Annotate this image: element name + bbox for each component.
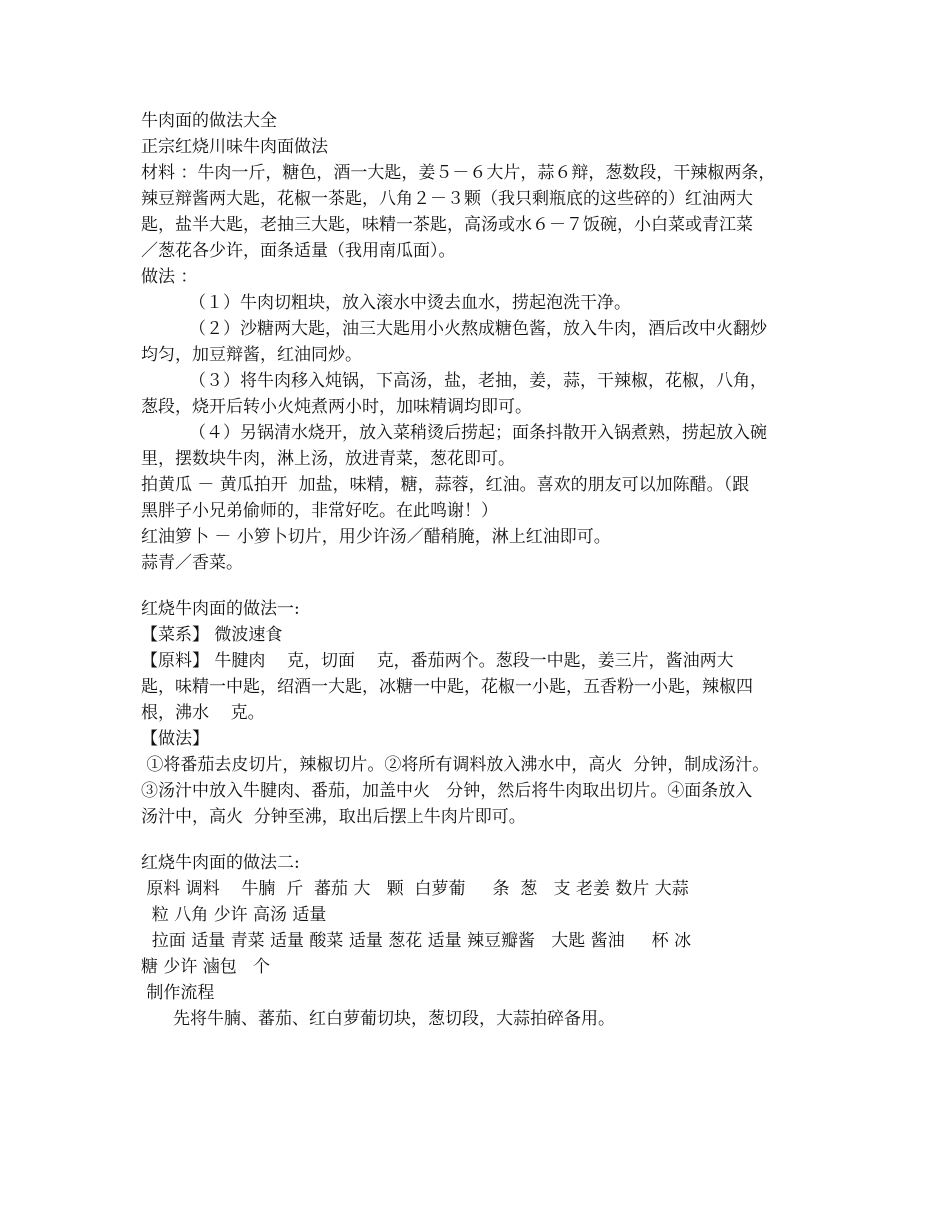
text-line: ／葱花各少许，面条适量（我用南瓜面）。: [141, 241, 456, 261]
text-line: 粒 八角 少许 高汤 适量: [141, 905, 327, 925]
text-line: 辣豆辩酱两大匙，花椒一茶匙，八角２－３颗（我只剩瓶底的这些碎的）红油两大: [141, 189, 753, 209]
step-3: [141, 368, 821, 420]
cucumber-side-dish: [141, 472, 821, 524]
text-line: （４）另锅清水烧开，放入菜稍烫后捞起；面条抖散开入锅煮熟，捞起放入碗: [189, 423, 767, 443]
text-line: 均匀，加豆辩酱，红油同炒。: [141, 345, 362, 365]
text-line: 糖 少许 滷包 个: [141, 957, 271, 977]
recipe-subtitle: 正宗红烧川味牛肉面做法: [141, 137, 328, 157]
text-line: 材料 ：牛肉一斤，糖色，酒一大匙，姜５－６大片，蒜６辩，葱数段，干辣椒两条，: [141, 163, 776, 183]
process-label: 制作流程: [141, 983, 215, 1003]
ingredients-paragraph: [141, 876, 821, 980]
text-line: ③汤汁中放入牛腱肉、番茄，加盖中火 分钟，然后将牛肉取出切片。④面条放入: [141, 781, 753, 801]
text-line: ①将番茄去皮切片，辣椒切片。②将所有调料放入沸水中，高火 分钟，制成汤汁。: [141, 755, 770, 775]
page-title: 牛肉面的做法大全: [141, 111, 277, 131]
step-4: [141, 420, 821, 472]
text-line: 汤汁中，高火 分钟至沸，取出后摆上牛肉片即可。: [141, 807, 526, 827]
text-line: 葱段，烧开后转小火炖煮两小时，加味精调均即可。: [141, 397, 532, 417]
text-line: 原料 调料 牛腩 斤 蕃茄 大 颗 白萝葡 条 葱 支 老姜 数片 大蒜: [141, 879, 689, 899]
text-line: 黑胖子小兄弟偷师的，非常好吃。在此鸣谢！）: [141, 501, 498, 521]
materials-paragraph: [141, 160, 821, 264]
method-label: 【做法】: [141, 729, 209, 749]
text-line: （３）将牛肉移入炖锅，下高汤，盐，老抽，姜，蒜，干辣椒，花椒，八角，: [189, 371, 767, 391]
section-title: 红烧牛肉面的做法二:: [141, 853, 300, 873]
text-line: 拉面 适量 青菜 适量 酸菜 适量 葱花 适量 辣豆瓣酱 大匙 酱油 杯 冰: [141, 931, 692, 951]
text-line: 【原料】 牛腱肉 克，切面 克，番茄两个。葱段一中匙，姜三片，酱油两大: [141, 651, 734, 671]
document-page: [141, 108, 821, 1032]
process-step: 先将牛腩、蕃茄、红白萝葡切块，葱切段，大蒜拍碎备用。: [173, 1009, 615, 1029]
method-label: 做法 ：: [141, 267, 198, 287]
text-line: 拍黄瓜 － 黄瓜拍开 加盐，味精，糖，蒜蓉，红油。喜欢的朋友可以加陈醋。（跟: [141, 475, 750, 495]
text-line: 里，摆数块牛肉，淋上汤，放进青菜，葱花即可。: [141, 449, 515, 469]
method-paragraph: [141, 752, 821, 830]
cuisine-line: 【菜系】 微波速食: [141, 625, 283, 645]
text-line: 根，沸水 克。: [141, 703, 265, 723]
step-1: [141, 290, 821, 316]
text-line: （１）牛肉切粗块，放入滚水中烫去血水，捞起泡洗干净。: [189, 293, 631, 313]
text-line: 匙，味精一中匙，绍酒一大匙，冰糖一中匙，花椒一小匙，五香粉一小匙，辣椒四: [141, 677, 753, 697]
text-line: 匙，盐半大匙，老抽三大匙，味精一茶匙，高汤或水６－７饭碗，小白菜或青江菜: [141, 215, 753, 235]
garnish-line: 蒜青／香菜。: [141, 553, 243, 573]
ingredients-paragraph: [141, 648, 821, 726]
radish-side-dish: 红油箩卜 － 小箩卜切片，用少许汤／醋稍腌，淋上红油即可。: [141, 527, 611, 547]
step-2: [141, 316, 821, 368]
text-line: （２）沙糖两大匙，油三大匙用小火熬成糖色酱，放入牛肉，酒后改中火翻炒: [189, 319, 767, 339]
section-title: 红烧牛肉面的做法一:: [141, 599, 300, 619]
